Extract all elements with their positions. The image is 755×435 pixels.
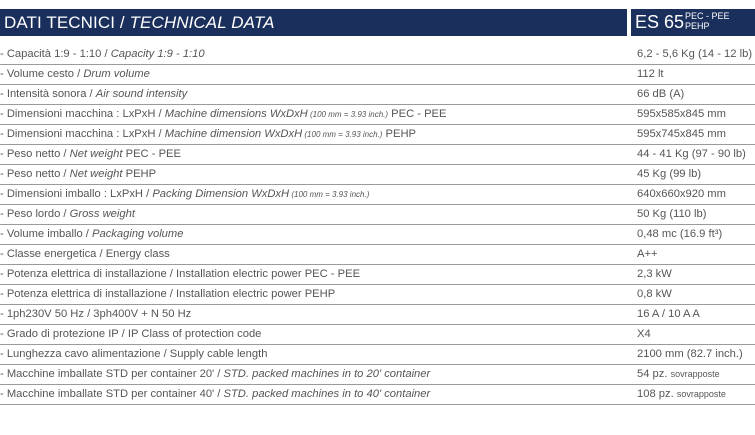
spec-value: 112 lt bbox=[637, 68, 664, 80]
spec-label: - Peso lordo / Gross weight bbox=[0, 208, 135, 220]
title-bar bbox=[0, 9, 627, 36]
table-row bbox=[0, 105, 755, 125]
table-row bbox=[0, 185, 755, 205]
spec-label: - Peso netto / Net weight PEHP bbox=[0, 168, 157, 180]
spec-label: - Macchine imballate STD per container 20' / STD. packed machines in to 20' container bbox=[0, 368, 431, 380]
model-name: ES 65 bbox=[635, 12, 685, 32]
spec-label: - Potenza elettrica di installazione / Installation electric power PEHP bbox=[0, 288, 336, 300]
spec-label: - Lunghezza cavo alimentazione / Supply cable length bbox=[0, 348, 268, 360]
table-header bbox=[0, 9, 755, 36]
table-row bbox=[0, 305, 755, 325]
spec-value: 640x660x920 mm bbox=[637, 188, 726, 200]
spec-value: 50 Kg (110 lb) bbox=[637, 208, 707, 220]
title-italian: DATI TECNICI / bbox=[4, 13, 130, 32]
table-row bbox=[0, 345, 755, 365]
spec-label: - Peso netto / Net weight PEC - PEE bbox=[0, 148, 181, 160]
spec-value: A++ bbox=[637, 248, 658, 260]
table-row bbox=[0, 245, 755, 265]
spec-value: 2,3 kW bbox=[637, 268, 672, 280]
spec-value: 0,48 mc (16.9 ft³) bbox=[637, 228, 723, 240]
spec-label: - Volume cesto / Drum volume bbox=[0, 68, 150, 80]
table-row bbox=[0, 45, 755, 65]
spec-label: - Capacità 1:9 - 1:10 / Capacity 1:9 - 1:10 bbox=[0, 48, 205, 60]
table-row bbox=[0, 125, 755, 145]
table-row bbox=[0, 145, 755, 165]
spec-label: - Intensità sonora / Air sound intensity bbox=[0, 88, 188, 100]
variant-pehp: PEHP bbox=[685, 21, 710, 31]
spec-label: - Dimensioni macchina : LxPxH / Machine dimensions WxDxH (100 mm = 3.93 inch.) PEC - PEE bbox=[0, 108, 447, 120]
table-row bbox=[0, 365, 755, 385]
spec-value: 0,8 kW bbox=[637, 288, 672, 300]
table-row bbox=[0, 225, 755, 245]
page-title bbox=[4, 13, 275, 33]
spec-value: 595x745x845 mm bbox=[637, 128, 726, 140]
table-row bbox=[0, 165, 755, 185]
spec-label: - 1ph230V 50 Hz / 3ph400V + N 50 Hz bbox=[0, 308, 192, 320]
spec-label: - Potenza elettrica di installazione / Installation electric power PEC - PEE bbox=[0, 268, 361, 280]
table-row bbox=[0, 385, 755, 405]
spec-value: 16 A / 10 A A bbox=[637, 308, 700, 320]
spec-value: 45 Kg (99 lb) bbox=[637, 168, 702, 180]
spec-label: - Macchine imballate STD per container 40' / STD. packed machines in to 40' container bbox=[0, 388, 431, 400]
table-row bbox=[0, 285, 755, 305]
table-row bbox=[0, 205, 755, 225]
spec-value: 66 dB (A) bbox=[637, 88, 685, 100]
table-row bbox=[0, 265, 755, 285]
spec-value: 44 - 41 Kg (97 - 90 lb) bbox=[637, 148, 746, 160]
spec-value: 6,2 - 5,6 Kg (14 - 12 lb) bbox=[637, 48, 753, 60]
spec-table bbox=[0, 45, 755, 405]
spec-label: - Classe energetica / Energy class bbox=[0, 248, 170, 260]
model-variants bbox=[685, 11, 730, 31]
spec-label: - Dimensioni imballo : LxPxH / Packing Dimension WxDxH (100 mm = 3.93 inch.) bbox=[0, 188, 370, 200]
variant-pec-pee: PEC - PEE bbox=[685, 11, 730, 21]
table-row bbox=[0, 85, 755, 105]
spec-value: X4 bbox=[637, 328, 651, 340]
spec-label: - Grado di protezione IP / IP Class of protection code bbox=[0, 328, 262, 340]
spec-value: 595x585x845 mm bbox=[637, 108, 726, 120]
spec-value: 108 pz. sovrapposte bbox=[637, 388, 726, 400]
table-row bbox=[0, 325, 755, 345]
table-row bbox=[0, 65, 755, 85]
spec-value: 54 pz. sovrapposte bbox=[637, 368, 720, 380]
model-bar bbox=[631, 9, 755, 36]
spec-label: - Dimensioni macchina : LxPxH / Machine dimension WxDxH (100 mm = 3.93 inch.) PEHP bbox=[0, 128, 417, 140]
spec-value: 2100 mm (82.7 inch.) bbox=[637, 348, 743, 360]
title-english: TECHNICAL DATA bbox=[129, 13, 275, 32]
spec-label: - Volume imballo / Packaging volume bbox=[0, 228, 184, 240]
